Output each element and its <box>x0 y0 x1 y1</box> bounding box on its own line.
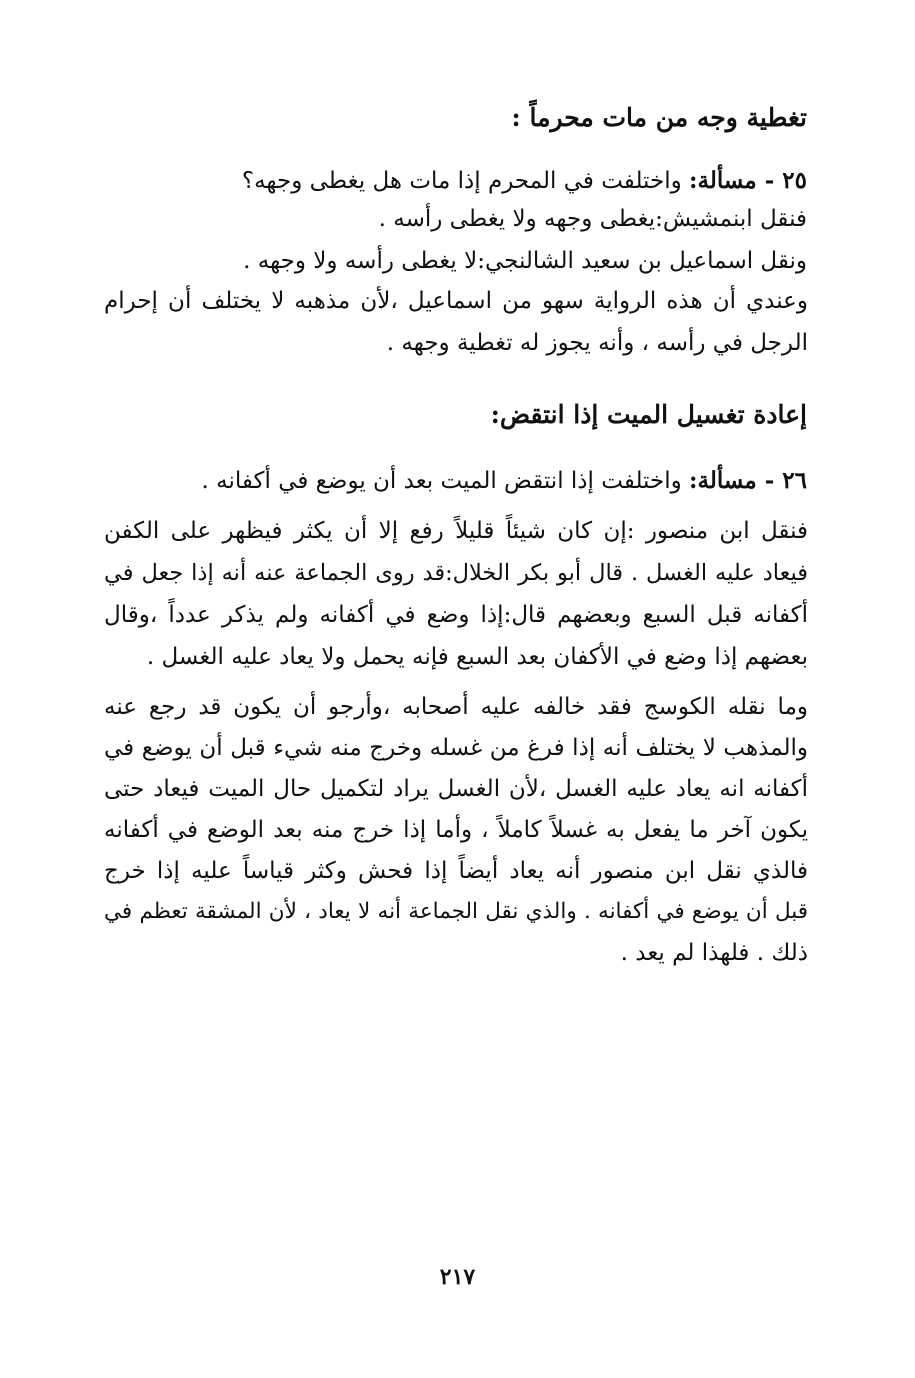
paragraph-line: أكفانه قبل السبع وبعضهم قال:إذا وضع في أكفانه ولم يذكر عدداً ،وقال <box>104 602 808 628</box>
section-heading-2: إعادة تغسيل الميت إذا انتقض: <box>490 400 807 429</box>
paragraph <box>104 520 808 688</box>
paragraph-line: بعضهم إذا وضع في الأكفان بعد السبع فإنه يحمل ولا يعاد عليه الغسل . <box>146 644 808 670</box>
paragraph-line: فنقل ابن منصور :إن كان شيئاً قليلاً رفع إلا أن يكثر فيظهر على الكفن <box>104 518 808 544</box>
paragraph-line: وعندي أن هذه الرواية سهو من اسماعيل ،لأن مذهبه لا يختلف أن إحرام <box>104 288 808 314</box>
paragraph-line: واختلفت في المحرم إذا مات هل يغطى وجهه؟ <box>241 168 682 194</box>
question-25-line <box>242 167 807 194</box>
paragraph-line: فيعاد عليه الغسل . قال أبو بكر الخلال:قد روى الجماعة عنه أنه إذا جعل في <box>104 560 808 586</box>
paragraph-line: أكفانه انه يعاد عليه الغسل ،لأن الغسل يراد لتكميل حال الميت فيعاد حتى <box>104 776 808 802</box>
paragraph-line: ونقل اسماعيل بن سعيد الشالنجي:لا يغطى رأسه ولا وجهه . <box>243 248 807 274</box>
question-number: ٢٦ - مسألة: <box>689 467 807 494</box>
paragraph-line: فنقل ابنمشيش:يغطى وجهه ولا يغطى رأسه . <box>378 206 807 232</box>
paragraph-line: واختلفت إذا انتقض الميت بعد أن يوضع في أكفانه . <box>201 468 682 494</box>
paragraph <box>104 290 808 374</box>
page-number: ٢١٧ <box>439 1264 476 1290</box>
paragraph-line: فالذي نقل ابن منصور أنه يعاد أيضاً إذا فحش وكثر قياساً عليه إذا خرج <box>104 858 808 884</box>
section-heading-1: تغطية وجه من مات محرماً : <box>511 103 807 132</box>
paragraph-line: ذلك . فلهذا لم يعد . <box>620 940 808 966</box>
paragraph-line: وما نقله الكوسج فقد خالفه عليه أصحابه ،وأرجو أن يكون قد رجع عنه <box>104 694 808 720</box>
paragraph-line: الرجل في رأسه ، وأنه يجوز له تغطية وجهه . <box>386 330 808 356</box>
paragraph-line: يكون آخر ما يفعل به غسلاً كاملاً ، وأما إذا خرج منه بعد الوضع في أكفانه <box>104 817 808 843</box>
paragraph <box>104 696 808 983</box>
question-26-line <box>202 467 807 494</box>
paragraph-line: قبل أن يوضع في أكفانه . والذي نقل الجماعة أنه لا يعاد ، لأن المشقة تعظم في <box>104 899 808 924</box>
question-number: ٢٥ - مسألة: <box>689 167 807 194</box>
paragraph-line: والمذهب لا يختلف أنه إذا فرغ من غسله وخرج منه شيء قبل أن يوضع في <box>104 735 808 761</box>
